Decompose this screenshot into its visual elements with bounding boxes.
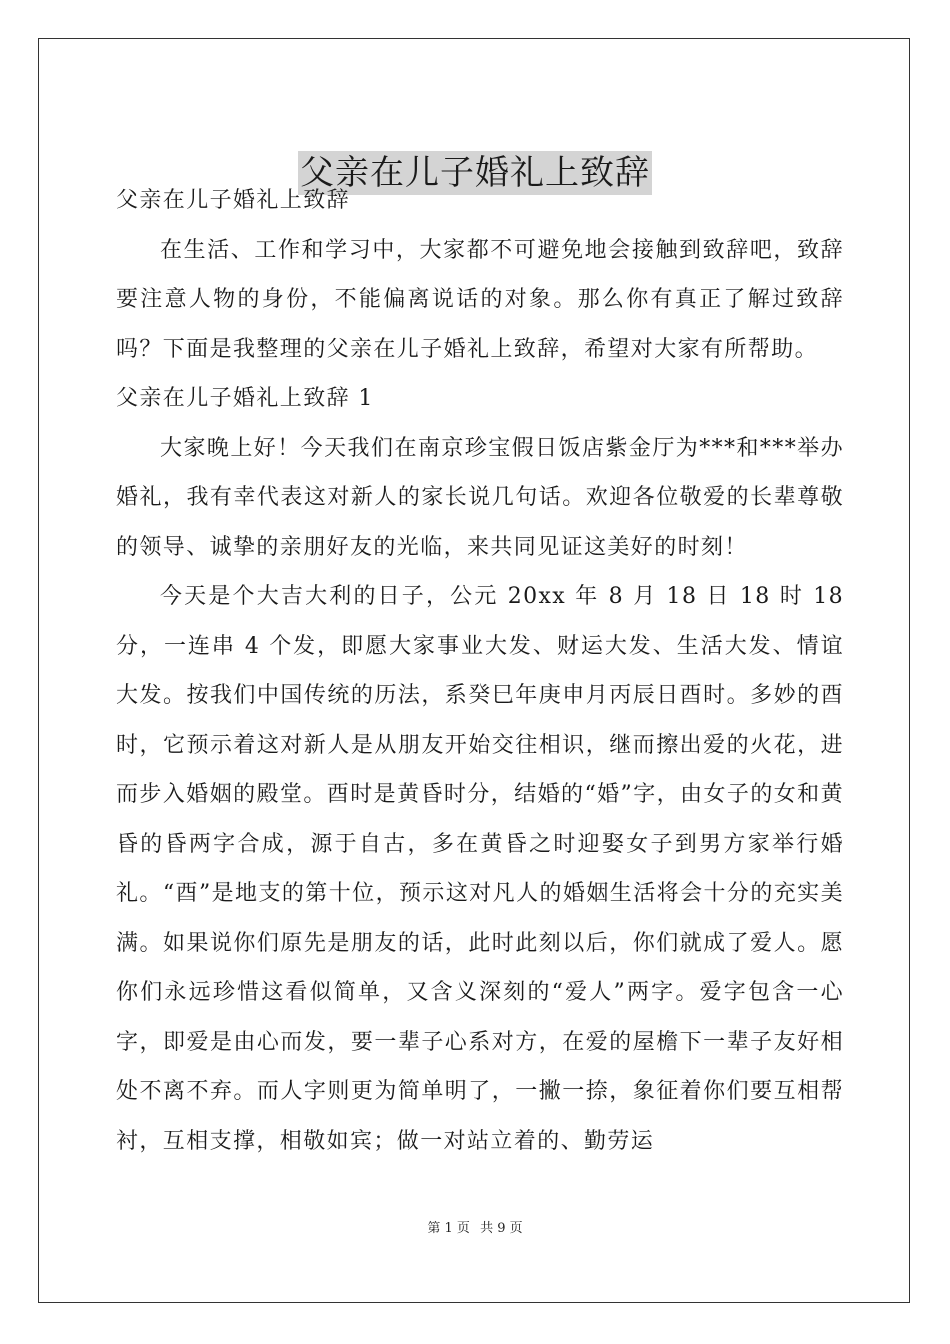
page-number: 第 1 页 — [427, 1221, 470, 1236]
intro-paragraph: 在生活、工作和学习中，大家都不可避免地会接触到致辞吧，致辞要注意人物的身份，不能偏离说话的对象。那么你有真正了解过致辞吗？下面是我整理的父亲在儿子婚礼上致辞，希望对大家有所帮助。 — [116, 237, 844, 362]
section-heading: 父亲在儿子婚礼上致辞 1 — [116, 386, 374, 411]
page-footer — [0, 1217, 950, 1236]
document-body — [116, 176, 844, 1166]
document-title: 父亲在儿子婚礼上致辞 — [300, 152, 650, 193]
subtitle-paragraph: 父亲在儿子婚礼上致辞 — [116, 188, 351, 213]
body-paragraph: 大家晚上好！今天我们在南京珍宝假日饭店紫金厅为***和***举办婚礼，我有幸代表这对新人的家长说几句话。欢迎各位敬爱的长辈尊敬的领导、诚挚的亲朋好友的光临，来共同见证这美好的时刻！ — [116, 435, 844, 560]
page-total: 共 9 页 — [480, 1221, 523, 1236]
body-paragraph: 今天是个大吉大利的日子，公元 20xx 年 8 月 18 日 18 时 18 分，一连串 4 个发，即愿大家事业大发、财运大发、生活大发、情谊大发。按我们中国传统的历法，系癸巳年庚申月丙辰日酉时。多妙的酉时，它预示着这对新人是从朋友开始交往相识，继而擦出爱的火花，进而步入婚姻的殿堂。酉时是黄昏时分，结婚的“婚”字，由女子的女和黄昏的昏两字合成，源于自古，多在黄昏之时迎娶女子到男方家举行婚礼。“酉”是地支的第十位，预示这对凡人的婚姻生活将会十分的充实美满。如果说你们原先是朋友的话，此时此刻以后，你们就成了爱人。愿你们永远珍惜这看似简单，又含义深刻的“爱人”两字。爱字包含一心字，即爱是由心而发，要一辈子心系对方，在爱的屋檐下一辈子友好相处不离不弃。而人字则更为简单明了，一撇一捺，象征着你们要互相帮衬，互相支撑，相敬如宾；做一对站立着的、勤劳运 — [116, 584, 844, 1154]
